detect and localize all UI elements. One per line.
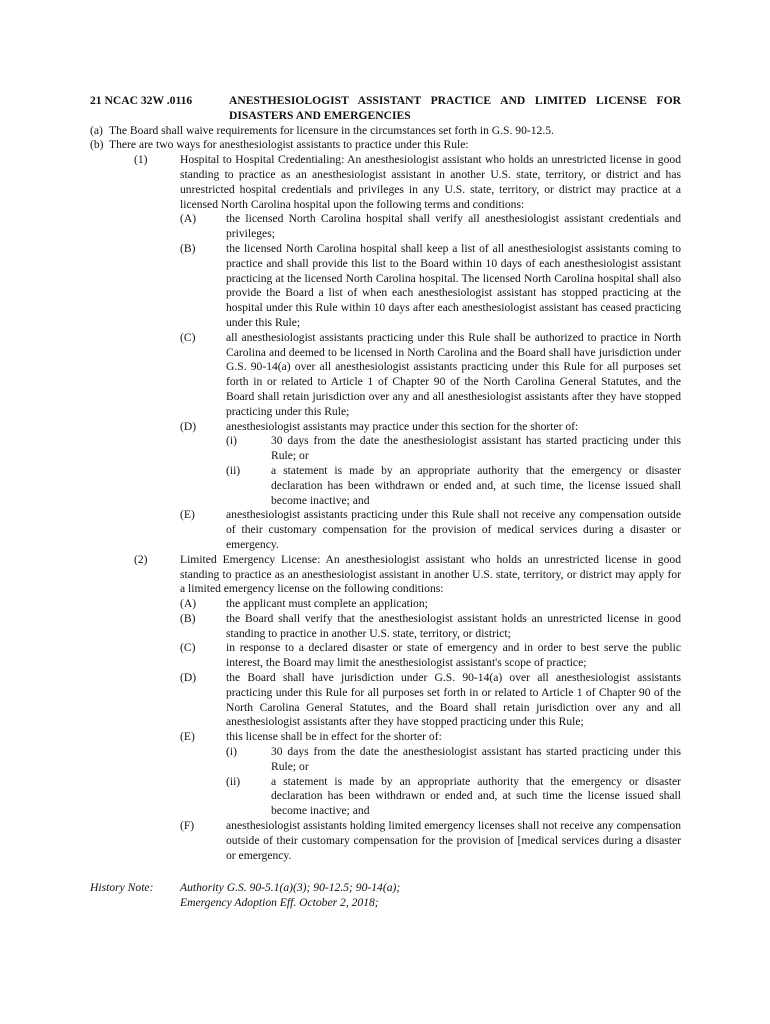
history-note	[90, 881, 681, 911]
item-2-A-number: (A)	[180, 597, 197, 611]
item-1	[90, 153, 681, 212]
item-2-E-i-number: (i)	[226, 745, 237, 759]
item-2-D	[90, 671, 681, 730]
item-2-E-i	[90, 745, 681, 775]
history-note-body	[180, 881, 681, 911]
item-2-E-ii-text: a statement is made by an appropriate authority that the emergency or disaster declaration has been withdrawn or ended and, at such time the license issued shall become inactive; and	[271, 774, 681, 818]
history-authority: Authority G.S. 90-5.1(a)(3); 90-12.5; 90-14(a);	[180, 881, 401, 895]
paragraph-a-number: (a)	[90, 123, 103, 137]
item-2-A-text: the applicant must complete an application;	[226, 597, 428, 611]
item-2-F-number: (F)	[180, 819, 195, 833]
item-1-A-text: the licensed North Carolina hospital shall verify all anesthesiologist assistant credentials and privileges;	[226, 212, 681, 241]
item-2-D-number: (D)	[180, 671, 197, 685]
item-1-C-number: (C)	[180, 330, 196, 344]
item-1-C-text: all anesthesiologist assistants practicing under this Rule shall be authorized to practice in North Carolina and deemed to be licensed in North Carolina and the Board shall have jurisdiction under G.S. 90-14(a) over all anesthesiologist assistants practicing under this Rule for all purposes set forth in or related to Article 1 of Chapter 90 of the North Carolina General Statutes, and the Board shall retain jurisdiction over any and all anesthesiologist assistants after they have stopped practicing under this Rule;	[226, 330, 681, 418]
rule-title: ANESTHESIOLOGIST ASSISTANT PRACTICE AND LIMITED LICENSE FOR DISASTERS AND EMERGENCIES	[229, 94, 681, 122]
item-1-A	[90, 212, 681, 242]
item-2-D-text: the Board shall have jurisdiction under G.S. 90-14(a) over all anesthesiologist assistants practicing under this Rule for all purposes set forth in or related to Article 1 of Chapter 90 of the North Carolina General Statutes, and the Board shall retain jurisdiction over any and all anesthesiologist assistants after they have stopped practicing under this Rule;	[226, 671, 681, 729]
item-1-E-number: (E)	[180, 508, 195, 522]
item-1-A-number: (A)	[180, 212, 197, 226]
paragraph-b-text: There are two ways for anesthesiologist assistants to practice under this Rule:	[109, 138, 469, 152]
item-1-D-number: (D)	[180, 419, 197, 433]
item-1-D-i	[90, 434, 681, 464]
paragraph-a-text: The Board shall waive requirements for licensure in the circumstances set forth in G.S. 90-12.5.	[109, 123, 554, 137]
item-2-C-text: in response to a declared disaster or state of emergency and in order to best serve the public interest, the Board may limit the anesthesiologist assistant's scope of practice;	[226, 641, 681, 670]
item-2-E-ii	[90, 775, 681, 819]
paragraph-b-number: (b)	[90, 138, 104, 152]
item-1-E	[90, 508, 681, 552]
item-1-D-ii	[90, 464, 681, 508]
item-2-F-text: anesthesiologist assistants holding limited emergency licenses shall not receive any compensation outside of their customary compensation for the provision of [medical services during a disaster or emergency.	[226, 819, 681, 862]
paragraph-a	[90, 124, 681, 139]
item-1-D-ii-number: (ii)	[226, 463, 241, 477]
item-1-B	[90, 242, 681, 331]
item-2-A	[90, 597, 681, 612]
item-2-B-text: the Board shall verify that the anesthesiologist assistant holds an unrestricted license in good standing to practice in another U.S. state, territory, or district;	[226, 611, 681, 640]
item-2-C-number: (C)	[180, 641, 196, 655]
item-1-D	[90, 420, 681, 435]
item-2-C	[90, 641, 681, 671]
paragraph-b	[90, 138, 681, 153]
item-2-E-number: (E)	[180, 730, 195, 744]
item-1-D-i-text: 30 days from the date the anesthesiologist assistant has started practicing under this Rule; or	[271, 434, 681, 463]
item-2-F	[90, 819, 681, 863]
item-1-number: (1)	[134, 153, 148, 167]
item-2-B-number: (B)	[180, 611, 196, 625]
item-2-E-i-text: 30 days from the date the anesthesiologist assistant has started practicing under this Rule; or	[271, 745, 681, 773]
item-2	[90, 553, 681, 597]
item-1-text: Hospital to Hospital Credentialing: An anesthesiologist assistant who holds an unrestricted license in good standing to practice as an anesthesiologist assistant in another U.S. state, territory, or district and has unrestricted hospital credentials and privileges in any U.S. state, territory, or district may practice at a licensed North Carolina hospital upon the following terms and conditions:	[180, 153, 681, 211]
item-1-C	[90, 331, 681, 420]
item-1-D-ii-text: a statement is made by an appropriate authority that the emergency or disaster declaration has been withdrawn or ended and, at such time, the license issued shall become inactive; and	[271, 463, 681, 507]
history-note-label: History Note:	[90, 881, 154, 895]
item-1-B-number: (B)	[180, 241, 196, 255]
item-1-E-text: anesthesiologist assistants practicing under this Rule shall not receive any compensation outside of their customary compensation for the provision of medical services during a disaster or emergency.	[226, 508, 681, 551]
item-1-D-i-number: (i)	[226, 434, 237, 448]
item-1-B-text: the licensed North Carolina hospital shall keep a list of all anesthesiologist assistants coming to practice and shall provide this list to the Board within 10 days of each anesthesiologist assistant practicing at the licensed North Carolina hospital. The licensed North Carolina hospital shall also provide the Board a list of when each anesthesiologist assistant has stopped practicing at the hospital under this Rule within 10 days after each anesthesiologist assistant has ceased practicing under this Rule;	[226, 241, 681, 329]
item-1-D-text: anesthesiologist assistants may practice under this section for the shorter of:	[226, 419, 579, 433]
item-2-E	[90, 730, 681, 745]
item-2-number: (2)	[134, 552, 148, 566]
item-2-E-text: this license shall be in effect for the shorter of:	[226, 730, 442, 744]
rule-code: 21 NCAC 32W .0116	[90, 94, 193, 107]
item-2-B	[90, 612, 681, 642]
rule-heading	[90, 94, 681, 124]
item-2-E-ii-number: (ii)	[226, 774, 241, 788]
rule-document	[90, 94, 681, 911]
item-2-text: Limited Emergency License: An anesthesiologist assistant who holds an unrestricted license in good standing to practice as an anesthesiologist assistant in another U.S. state, territory, or district may apply for a limited emergency license on the following conditions:	[180, 552, 681, 596]
history-adoption: Emergency Adoption Eff. October 2, 2018;	[180, 896, 379, 910]
